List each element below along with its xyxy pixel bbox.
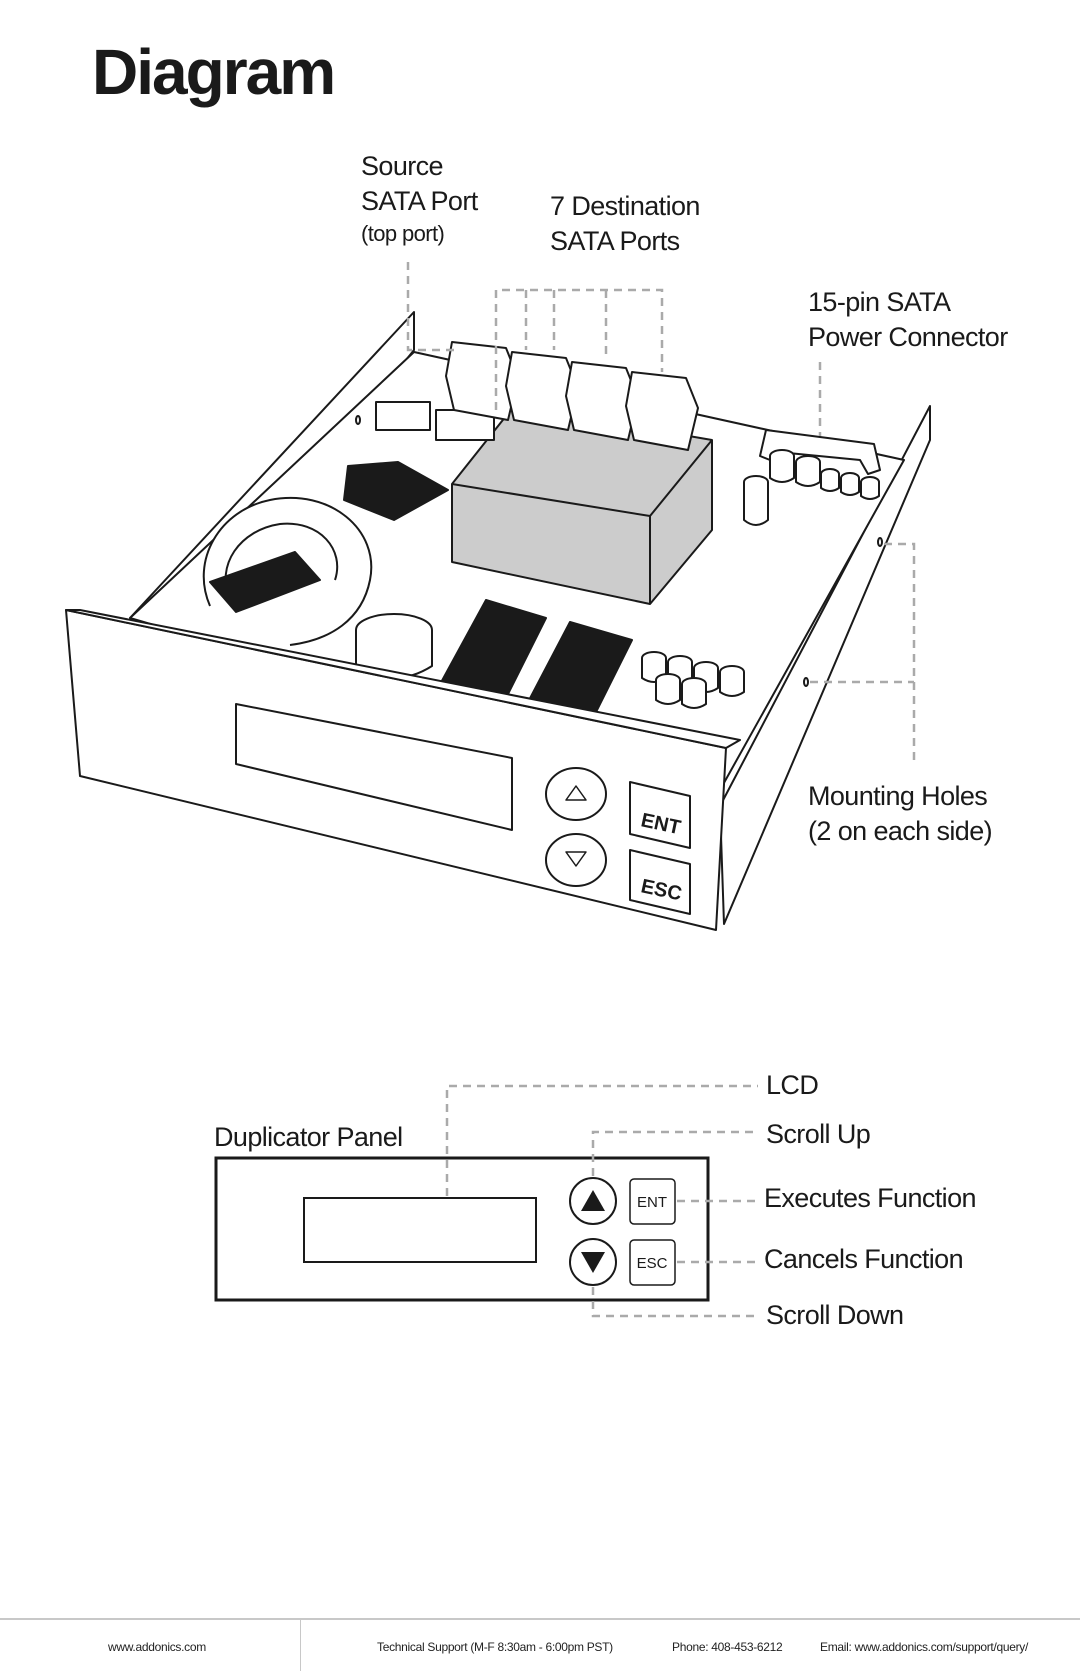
- panel-lcd: [304, 1198, 536, 1262]
- footer-support-hours: Technical Support (M-F 8:30am - 6:00pm PST): [377, 1640, 613, 1654]
- lcd-callout: LCD: [766, 1070, 819, 1100]
- executes-function-callout: Executes Function: [764, 1183, 976, 1213]
- footer-website[interactable]: www.addonics.com: [108, 1640, 206, 1654]
- cancels-function-callout: Cancels Function: [764, 1244, 964, 1274]
- scroll-up-callout: Scroll Up: [766, 1119, 871, 1149]
- panel-title: Duplicator Panel: [214, 1122, 403, 1152]
- power-connector-line1: 15-pin SATA: [808, 287, 951, 317]
- source-port-label: [361, 149, 478, 249]
- illustration-ent-label: ENT: [638, 809, 683, 840]
- destination-ports-line2: SATA Ports: [550, 226, 680, 256]
- power-connector-line2: Power Connector: [808, 322, 1008, 352]
- mounting-holes-line2: (2 on each side): [808, 816, 993, 846]
- footer-divider: [300, 1620, 301, 1671]
- esc-button-label: ESC: [636, 1255, 668, 1272]
- footer-phone: Phone: 408-453-6212: [672, 1640, 783, 1654]
- source-port-line2: SATA Port: [361, 186, 478, 216]
- scroll-down-callout: Scroll Down: [766, 1300, 904, 1330]
- page-title: Diagram: [92, 36, 335, 108]
- destination-ports-label: [550, 189, 700, 259]
- power-connector-label: [808, 285, 1008, 355]
- source-port-note: (top port): [361, 221, 445, 246]
- ent-button-label: ENT: [637, 1194, 667, 1211]
- illustration-esc-label: ESC: [638, 875, 684, 906]
- mounting-holes-label: [808, 779, 992, 849]
- page-footer: [0, 1618, 1080, 1671]
- mounting-holes-line1: Mounting Holes: [808, 781, 988, 811]
- source-port-line1: Source: [361, 151, 443, 181]
- destination-ports-line1: 7 Destination: [550, 191, 700, 221]
- footer-email[interactable]: Email: www.addonics.com/support/query/: [820, 1640, 1029, 1654]
